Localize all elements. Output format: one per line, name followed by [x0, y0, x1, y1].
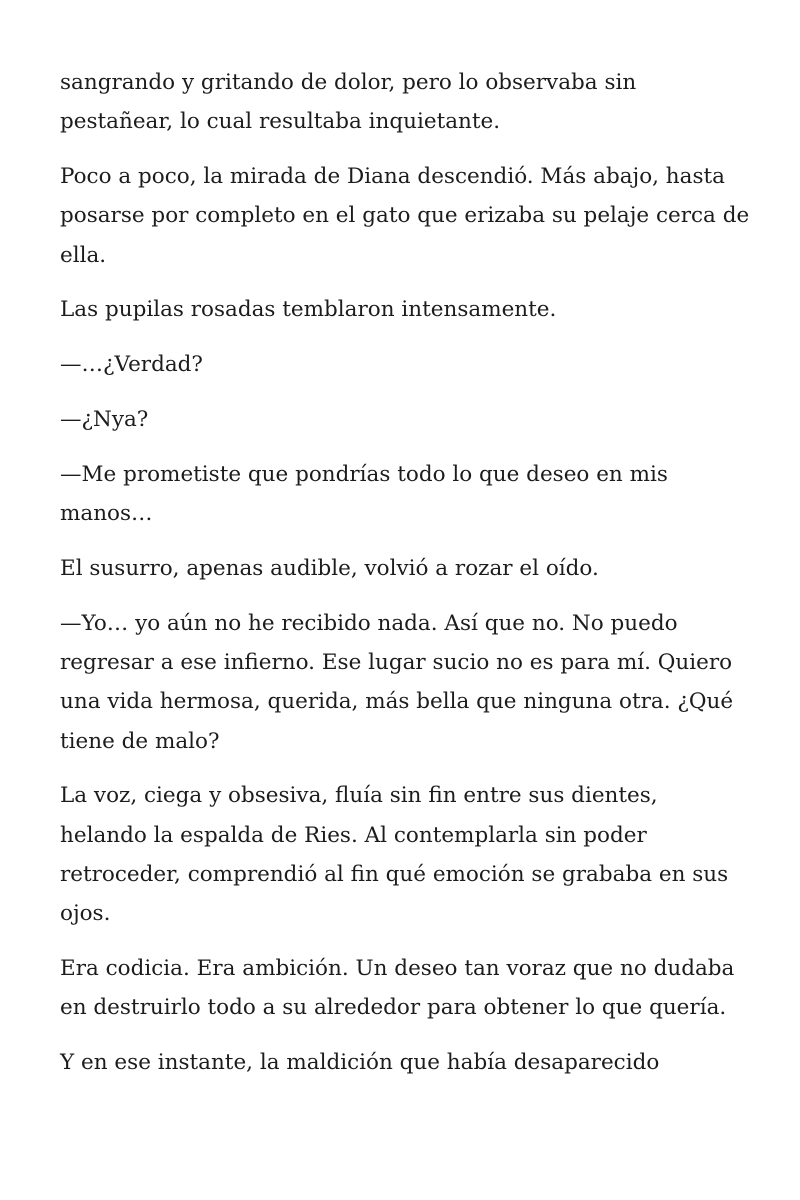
paragraph-2: Poco a poco, la mirada de Diana descendió. Más abajo, hasta posarse por completo en el gato que erizaba su pelaje cerca de ella.	[60, 164, 750, 268]
paragraph-3: Las pupilas rosadas temblaron intensamente.	[60, 297, 557, 323]
paragraph-10: Era codicia. Era ambición. Un deseo tan voraz que no dudaba en destruirlo todo a su alrededor para obtener lo que quería.	[60, 956, 735, 1021]
paragraph-8: —Yo… yo aún no he recibido nada. Así que no. No puedo regresar a ese infierno. Ese lugar sucio no es para mí. Quiero una vida hermosa, querida, más bella que ninguna otra. ¿Qué tiene de malo?	[60, 610, 734, 754]
paragraph-1: sangrando y gritando de dolor, pero lo observaba sin pestañear, lo cual resultaba inquietante.	[60, 70, 637, 135]
paragraph-11: Y en ese instante, la maldición que había desaparecido	[60, 1050, 660, 1076]
paragraph-6: —Me prometiste que pondrías todo lo que deseo en mis manos…	[60, 461, 668, 527]
paragraph-5: —¿Nya?	[60, 407, 149, 433]
paragraph-7: El susurro, apenas audible, volvió a rozar el oído.	[60, 555, 599, 581]
paragraph-9: La voz, ciega y obsesiva, fluía sin fin entre sus dientes, helando la espalda de Ries. Al contemplarla sin poder retroceder, comprendió al fin qué emoción se grababa en sus ojos.	[60, 783, 729, 927]
reading-page	[60, 63, 750, 1098]
paragraph-4: —…¿Verdad?	[60, 352, 203, 378]
